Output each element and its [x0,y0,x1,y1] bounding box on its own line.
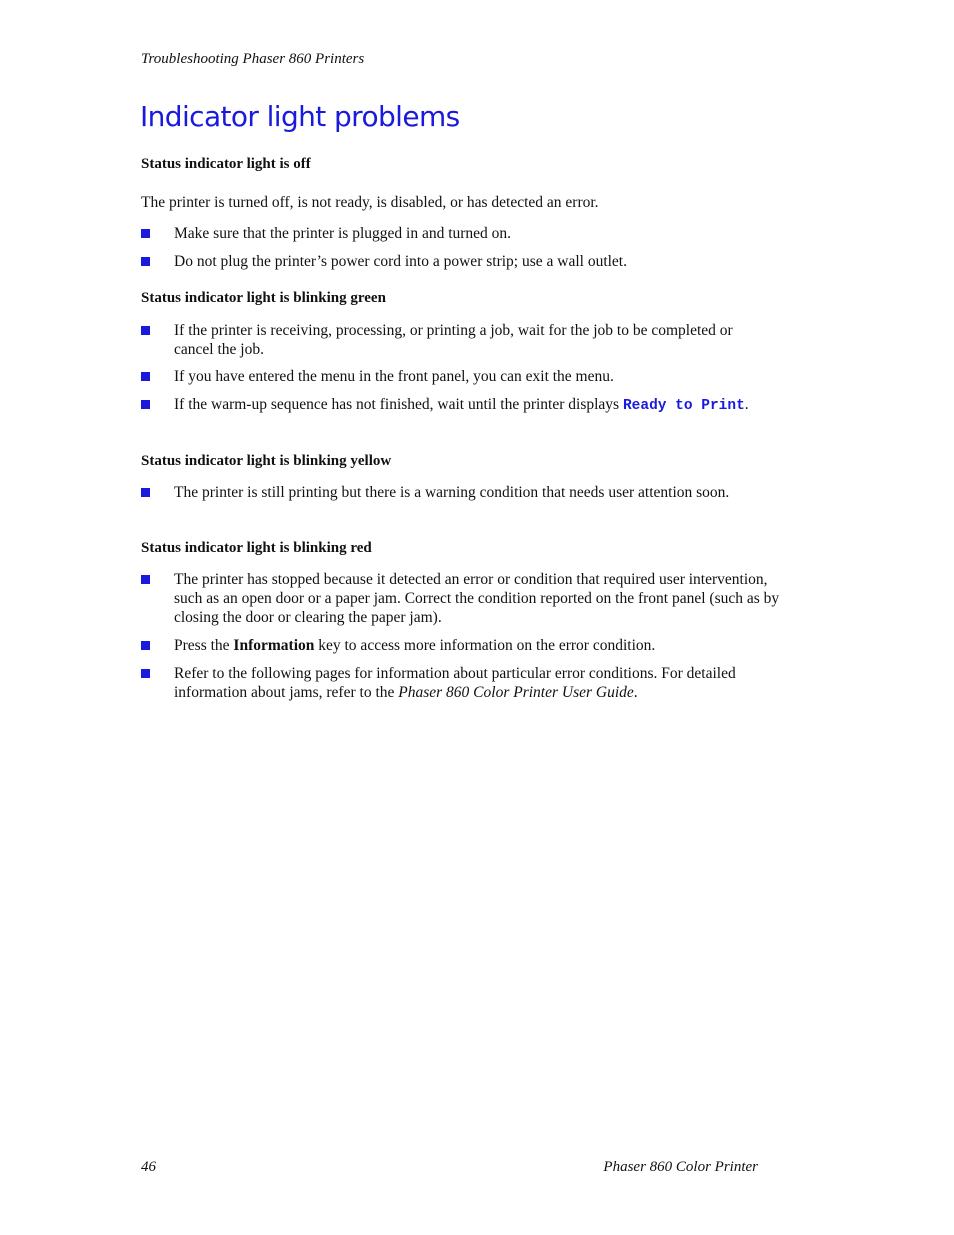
square-bullet-icon [141,372,150,381]
footer-product-name: Phaser 860 Color Printer [603,1159,758,1175]
list-item-text [174,395,786,416]
list-item [141,395,786,416]
square-bullet-icon [141,229,150,238]
square-bullet-icon [141,669,150,678]
list-item [141,224,786,243]
list-item-text: Make sure that the printer is plugged in and turned on. [174,225,512,242]
list-item-text: The printer is still printing but there is a warning condition that needs user attention soon. [174,484,730,501]
ready-to-print-code: Ready to Print [622,398,745,414]
list-item-text-after: . [744,396,749,413]
section-heading-yellow: Status indicator light is blinking yellow [141,453,392,469]
list-item [141,367,786,386]
list-item [141,321,786,359]
list-item-text: Do not plug the printer’s power cord into a power strip; use a wall outlet. [174,253,627,270]
list-item [141,664,786,702]
section-heading-green: Status indicator light is blinking green [141,290,386,306]
section-heading-off: Status indicator light is off [141,156,311,172]
list-item-text-before: If the warm-up sequence has not finished, wait until the printer displays [174,396,623,413]
square-bullet-icon [141,488,150,497]
list-item-text [174,664,774,702]
section-heading-red: Status indicator light is blinking red [141,540,372,556]
list-item-text-before: Refer to the following pages for information about particular error conditions. For detailed information about jams, refer to the [174,665,736,701]
user-guide-title: Phaser 860 Color Printer User Guide [398,684,634,701]
list-item-text-after: . [633,684,638,701]
square-bullet-icon [141,400,150,409]
list-item [141,483,786,502]
list-item-text [174,636,786,655]
list-item-text: The printer has stopped because it detected an error or condition that required user intervention, such as an open door or a paper jam. Correct the condition reported on the front panel (such as by closing the door or clearing the paper jam). [174,571,780,626]
list-item-text-before: Press the [174,637,234,654]
page-title: Indicator light problems [140,100,460,133]
list-item-text: If the printer is receiving, processing, or printing a job, wait for the job to be completed or cancel the job. [174,322,733,358]
page-number: 46 [141,1159,156,1175]
list-item [141,252,786,271]
list-item [141,636,786,655]
square-bullet-icon [141,326,150,335]
square-bullet-icon [141,575,150,584]
running-header: Troubleshooting Phaser 860 Printers [141,51,365,67]
information-key-label: Information [233,637,315,654]
square-bullet-icon [141,641,150,650]
list-item [141,570,786,627]
list-item-text: If you have entered the menu in the front panel, you can exit the menu. [174,368,614,385]
section-intro-off: The printer is turned off, is not ready, is disabled, or has detected an error. [141,194,599,211]
list-item-text-after: key to access more information on the error condition. [314,637,656,654]
square-bullet-icon [141,257,150,266]
